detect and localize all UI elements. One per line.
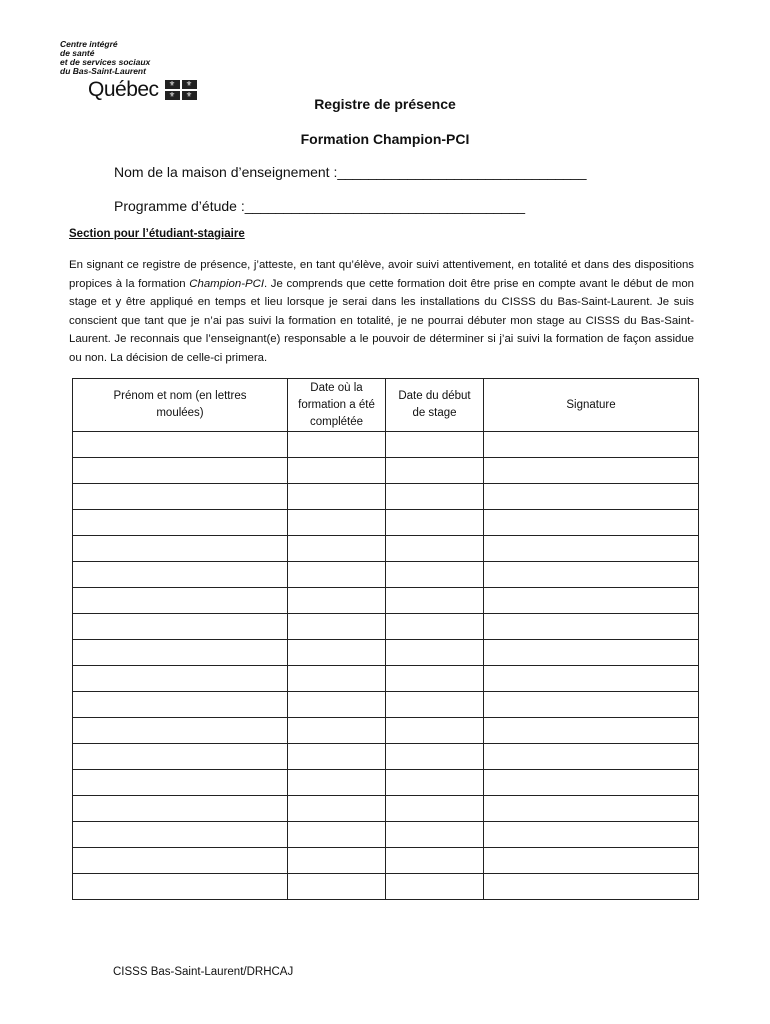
name-cell[interactable] xyxy=(73,458,288,484)
completed-date-cell[interactable] xyxy=(288,822,386,848)
signature-cell[interactable] xyxy=(484,744,699,770)
completed-date-cell[interactable] xyxy=(288,718,386,744)
name-cell[interactable] xyxy=(73,796,288,822)
signature-cell[interactable] xyxy=(484,874,699,900)
start-date-cell[interactable] xyxy=(386,744,484,770)
name-cell[interactable] xyxy=(73,744,288,770)
table-row xyxy=(73,432,699,458)
completed-date-cell[interactable] xyxy=(288,666,386,692)
start-date-cell[interactable] xyxy=(386,510,484,536)
completed-date-cell[interactable] xyxy=(288,510,386,536)
start-date-cell[interactable] xyxy=(386,796,484,822)
start-date-cell[interactable] xyxy=(386,562,484,588)
table-row xyxy=(73,510,699,536)
signature-cell[interactable] xyxy=(484,692,699,718)
name-cell[interactable] xyxy=(73,484,288,510)
completed-date-cell[interactable] xyxy=(288,536,386,562)
document-subtitle: Formation Champion-PCI xyxy=(300,131,470,147)
school-name-field[interactable]: Nom de la maison d’enseignement :________________________________ xyxy=(114,164,587,180)
table-row xyxy=(73,484,699,510)
completed-date-cell[interactable] xyxy=(288,796,386,822)
start-date-cell[interactable] xyxy=(386,588,484,614)
name-cell[interactable] xyxy=(73,536,288,562)
table-row xyxy=(73,822,699,848)
completed-date-cell[interactable] xyxy=(288,640,386,666)
signature-cell[interactable] xyxy=(484,718,699,744)
completed-date-cell[interactable] xyxy=(288,432,386,458)
start-date-cell[interactable] xyxy=(386,770,484,796)
signature-cell[interactable] xyxy=(484,796,699,822)
name-cell[interactable] xyxy=(73,874,288,900)
signature-cell[interactable] xyxy=(484,536,699,562)
name-cell[interactable] xyxy=(73,848,288,874)
start-date-cell[interactable] xyxy=(386,614,484,640)
table-row xyxy=(73,562,699,588)
program-field[interactable]: Programme d’étude :____________________________________ xyxy=(114,198,526,214)
attendance-table xyxy=(72,378,699,900)
start-date-cell[interactable] xyxy=(386,666,484,692)
signature-cell[interactable] xyxy=(484,484,699,510)
completed-date-cell[interactable] xyxy=(288,770,386,796)
signature-cell[interactable] xyxy=(484,770,699,796)
signature-cell[interactable] xyxy=(484,666,699,692)
attestation-paragraph: En signant ce registre de présence, j’atteste, en tant qu’élève, avoir suivi attentivement, en totalité et dans des dispositions propices à la formation Champion-PCI. Je comprends que cette formation doit être prise en compte avant le début de mon stage et y être appliqué en temps et lieu lorsque je serai dans les installations du CISSS du Bas-Saint-Laurent. Je suis conscient que tant que je n’ai pas suivi la formation en totalité, je ne pourrai débuter mon stage au CISSS du Bas-Saint-Laurent. Je reconnais que l’enseignant(e) responsable a le pouvoir de déterminer si j’ai suivi la formation de façon assidue ou non. La décision de celle-ci primera. xyxy=(69,259,694,364)
table-row xyxy=(73,770,699,796)
table-row xyxy=(73,536,699,562)
col-start-date-header: Date du début de stage xyxy=(386,379,484,432)
org-name: Centre intégré de santé et de services sociaux du Bas-Saint-Laurent xyxy=(60,39,151,76)
start-date-cell[interactable] xyxy=(386,458,484,484)
start-date-cell[interactable] xyxy=(386,874,484,900)
col-completed-date-header: Date où la formation a été complétée xyxy=(288,379,386,432)
completed-date-cell[interactable] xyxy=(288,744,386,770)
start-date-cell[interactable] xyxy=(386,432,484,458)
completed-date-cell[interactable] xyxy=(288,848,386,874)
cisss-logo xyxy=(60,40,230,101)
section-heading: Section pour l’étudiant-stagiaire xyxy=(69,228,245,240)
name-cell[interactable] xyxy=(73,614,288,640)
completed-date-cell[interactable] xyxy=(288,692,386,718)
completed-date-cell[interactable] xyxy=(288,874,386,900)
col-name-header: Prénom et nom (en lettres moulées) xyxy=(73,379,288,432)
signature-cell[interactable] xyxy=(484,588,699,614)
table-row xyxy=(73,640,699,666)
name-cell[interactable] xyxy=(73,666,288,692)
quebec-wordmark: Québec xyxy=(88,78,159,101)
name-cell[interactable] xyxy=(73,822,288,848)
signature-cell[interactable] xyxy=(484,614,699,640)
completed-date-cell[interactable] xyxy=(288,484,386,510)
start-date-cell[interactable] xyxy=(386,640,484,666)
start-date-cell[interactable] xyxy=(386,692,484,718)
completed-date-cell[interactable] xyxy=(288,458,386,484)
table-row xyxy=(73,718,699,744)
signature-cell[interactable] xyxy=(484,432,699,458)
table-row xyxy=(73,796,699,822)
table-header-row xyxy=(73,379,699,432)
table-row xyxy=(73,614,699,640)
table-row xyxy=(73,744,699,770)
start-date-cell[interactable] xyxy=(386,536,484,562)
name-cell[interactable] xyxy=(73,562,288,588)
signature-cell[interactable] xyxy=(484,822,699,848)
fleur-de-lis-flag-icon: ⚜ ⚜ ⚜ ⚜ xyxy=(165,80,197,100)
table-row xyxy=(73,692,699,718)
signature-cell[interactable] xyxy=(484,640,699,666)
document-title: Registre de présence xyxy=(314,96,456,112)
start-date-cell[interactable] xyxy=(386,822,484,848)
completed-date-cell[interactable] xyxy=(288,562,386,588)
col-signature-header: Signature xyxy=(484,379,699,432)
start-date-cell[interactable] xyxy=(386,848,484,874)
name-cell[interactable] xyxy=(73,640,288,666)
signature-cell[interactable] xyxy=(484,458,699,484)
completed-date-cell[interactable] xyxy=(288,614,386,640)
start-date-cell[interactable] xyxy=(386,718,484,744)
name-cell[interactable] xyxy=(73,432,288,458)
start-date-cell[interactable] xyxy=(386,484,484,510)
footer-text: CISSS Bas-Saint-Laurent/DRHCAJ xyxy=(113,966,294,978)
table-row xyxy=(73,666,699,692)
name-cell[interactable] xyxy=(73,718,288,744)
signature-cell[interactable] xyxy=(484,562,699,588)
table-row xyxy=(73,874,699,900)
table-row xyxy=(73,588,699,614)
signature-cell[interactable] xyxy=(484,848,699,874)
name-cell[interactable] xyxy=(73,770,288,796)
name-cell[interactable] xyxy=(73,510,288,536)
table-row xyxy=(73,458,699,484)
signature-cell[interactable] xyxy=(484,510,699,536)
name-cell[interactable] xyxy=(73,692,288,718)
name-cell[interactable] xyxy=(73,588,288,614)
completed-date-cell[interactable] xyxy=(288,588,386,614)
table-row xyxy=(73,848,699,874)
